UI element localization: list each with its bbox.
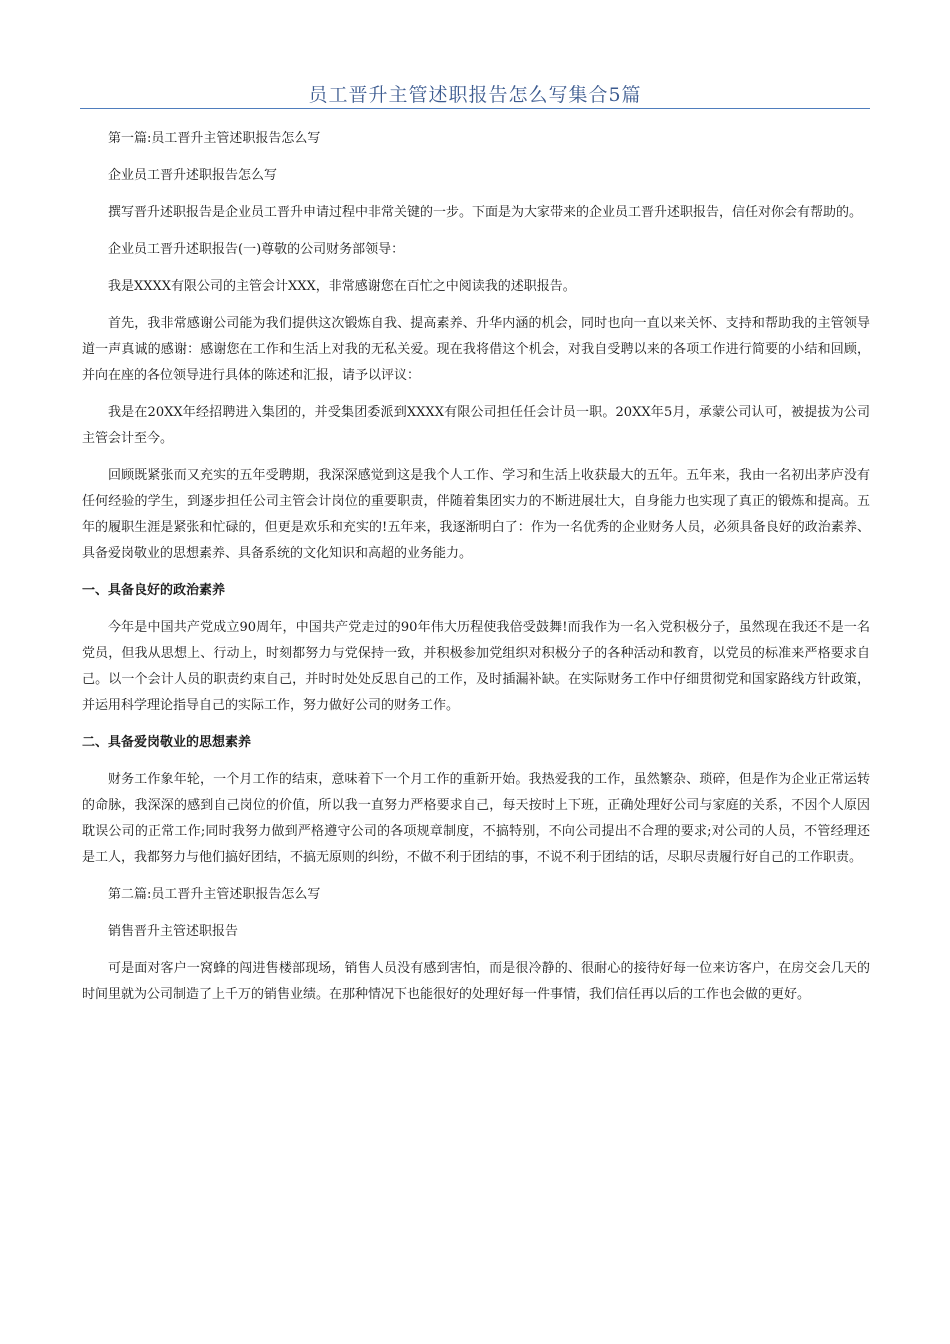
paragraph: 企业员工晋升述职报告怎么写 <box>108 168 278 183</box>
document-body <box>82 126 870 1019</box>
paragraph: 今年是中国共产党成立90周年，中国共产党走过的90年伟大历程使我倍受鼓舞!而我作为一名入党积极分子，虽然现在我还不是一名党员，但我从思想上、行动上，时刻都努力与党保持一致，并积极参加党组织对积极分子的各种活动和教育，以党员的标准来严格要求自己。以一个会计人员的职责约束自己，并时时处处反思自己的工作，及时插漏补缺。在实际财务工作中仔细贯彻党和国家路线方针政策，并运用科学理论指导自己的实际工作，努力做好公司的财务工作。 <box>82 620 870 713</box>
paragraph: 第一篇:员工晋升主管述职报告怎么写 <box>108 131 321 146</box>
paragraph: 销售晋升主管述职报告 <box>108 924 239 939</box>
paragraph: 第二篇:员工晋升主管述职报告怎么写 <box>108 887 321 902</box>
section-heading: 二、具备爱岗敬业的思想素养 <box>82 735 252 750</box>
paragraph: 首先，我非常感谢公司能为我们提供这次锻炼自我、提高素养、升华内涵的机会，同时也向一直以来关怀、支持和帮助我的主管领导道一声真诚的感谢：感谢您在工作和生活上对我的无私关爱。现在我将借这个机会，对我自受聘以来的各项工作进行简要的小结和回顾，并向在座的各位领导进行具体的陈述和汇报，请予以评议： <box>82 316 870 383</box>
paragraph: 财务工作象年轮，一个月工作的结束，意味着下一个月工作的重新开始。我热爱我的工作，虽然繁杂、琐碎，但是作为企业正常运转的命脉，我深深的感到自己岗位的价值，所以我一直努力严格要求自己，每天按时上下班，正确处理好公司与家庭的关系，不因个人原因耽误公司的正常工作;同时我努力做到严格遵守公司的各项规章制度，不搞特别，不向公司提出不合理的要求;对公司的人员，不管经理还是工人，我都努力与他们搞好团结，不搞无原则的纠纷，不做不利于团结的事，不说不利于团结的话，尽职尽责履行好自己的工作职责。 <box>82 772 870 865</box>
paragraph: 我是在20XX年经招聘进入集团的，并受集团委派到XXXX有限公司担任任会计员一职。20XX年5月，承蒙公司认可，被提拔为公司主管会计至今。 <box>82 405 870 446</box>
paragraph: 企业员工晋升述职报告(一)尊敬的公司财务部领导： <box>108 242 405 257</box>
title-underline <box>80 108 870 109</box>
section-heading: 一、具备良好的政治素养 <box>82 583 226 598</box>
paragraph: 撰写晋升述职报告是企业员工晋升申请过程中非常关键的一步。下面是为大家带来的企业员工晋升述职报告，信任对你会有帮助的。 <box>108 205 863 220</box>
paragraph: 回顾既紧张而又充实的五年受聘期，我深深感觉到这是我个人工作、学习和生活上收获最大的五年。五年来，我由一名初出茅庐没有任何经验的学生，到逐步担任公司主管会计岗位的重要职责，伴随着集团实力的不断进展壮大，自身能力也实现了真正的锻炼和提高。五年的履职生涯是紧张和忙碌的，但更是欢乐和充实的!五年来，我逐渐明白了：作为一名优秀的企业财务人员，必须具备良好的政治素养、具备爱岗敬业的思想素养、具备系统的文化知识和高超的业务能力。 <box>82 468 870 561</box>
document-title: 员工晋升主管述职报告怎么写集合5篇 <box>308 84 642 106</box>
paragraph: 我是XXXX有限公司的主管会计XXX，非常感谢您在百忙之中阅读我的述职报告。 <box>108 279 576 294</box>
paragraph: 可是面对客户一窝蜂的闯进售楼部现场，销售人员没有感到害怕，而是很冷静的、很耐心的接待好每一位来访客户，在房交会几天的时间里就为公司制造了上千万的销售业绩。在那种情况下也能很好的处理好每一件事情，我们信任再以后的工作也会做的更好。 <box>82 961 870 1002</box>
